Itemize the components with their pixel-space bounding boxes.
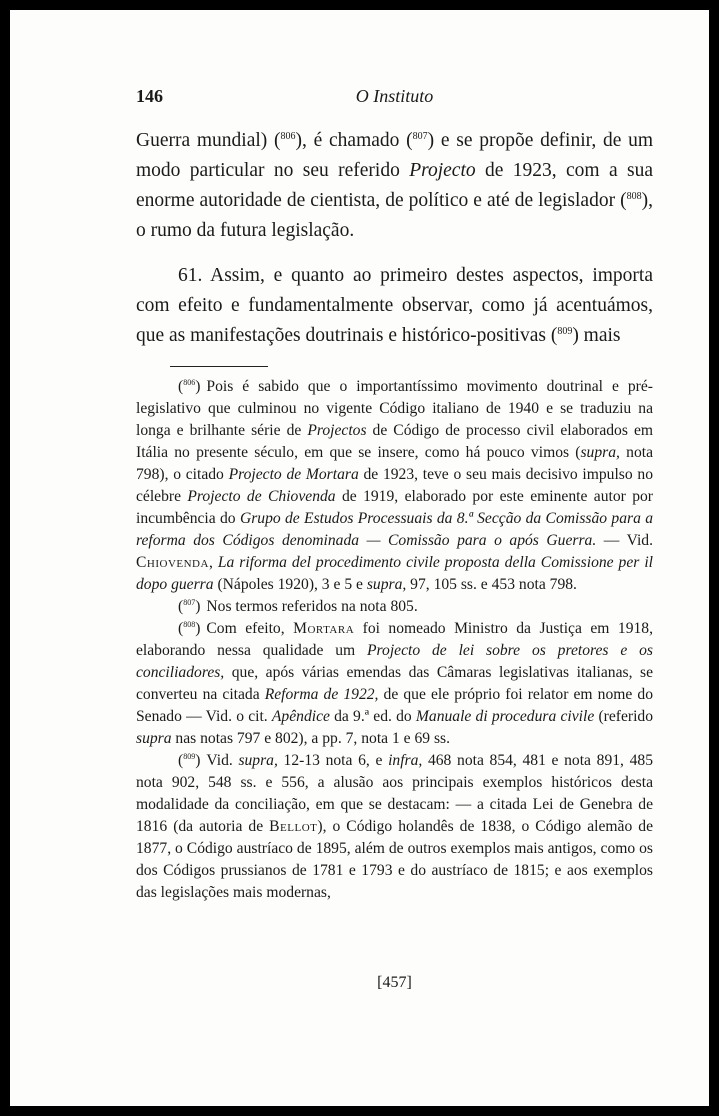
footnotes: [136, 376, 653, 904]
body-text: [136, 126, 653, 351]
footnote-807: ($^{807}$) Nos termos referidos na nota 805.: [178, 598, 418, 615]
footnote-806: ($^{806}$) Pois é sabido que o importantíssimo movimento doutrinal e pré-legislativo que culminou no vigente Código italiano de 1940 e se traduziu na longa e brilhante série de Projectos de Código de processo civil elaborados em Itália no presente século, em que se insere, como há pouco vimos (supra, nota 798), o citado Projecto de Mortara de 1923, teve o seu mais decisivo impulso no célebre Projecto de Chiovenda de 1919, elaborado por este eminente autor por incumbência do Grupo de Estudos Processuais da 8.ª Secção da Comissão para a reforma dos Códigos denominada — Comissão para o após Guerra. — Vid. Chiovenda, La riforma del procedimento civile proposta della Comissione per il dopo guerra (Nápoles 1920), 3 e 5 e supra, 97, 105 ss. e 453 nota 798.: [136, 378, 654, 593]
page-header: [136, 86, 653, 116]
footnote-ref: 809: [557, 326, 573, 337]
page-number: 146: [136, 86, 163, 106]
footnote-separator: [170, 366, 268, 367]
footnote-809: ($^{809}$) Vid. supra, 12-13 nota 6, e infra, 468 nota 854, 481 e nota 891, 485 nota 902, 548 ss. e 556, a alusão aos principais exemplos históricos desta modalidade da conciliação, em que se destacam: — a citada Lei de Genebra de 1816 (da autoria de Bellot), o Código holandês de 1838, o Código alemão de 1877, o Código austríaco de 1895, além de outros exemplos mais antigos, como os dos Códigos prussianos de 1781 e 1793 e do austríaco de 1815; e aos exemplos das legislações mais modernas,: [136, 752, 653, 901]
footnote-ref: 807: [412, 131, 428, 142]
document-page: [10, 10, 709, 1106]
footnote-ref: 806: [280, 131, 296, 142]
footnote-808: ($^{808}$) Com efeito, Mortara foi nomeado Ministro da Justiça em 1918, elaborando nessa qualidade um Projecto de lei sobre os pretores e os conciliadores, que, após várias emendas das Câmaras legislativas italianas, se converteu na citada Reforma de 1922, de que ele próprio foi relator em nome do Senado — Vid. o cit. Apêndice da 9.ª ed. do Manuale di procedura civile (referido supra nas notas 797 e 802), a pp. 7, nota 1 e 69 ss.: [136, 620, 654, 747]
paragraph-61: 61. Assim, e quanto ao primeiro destes aspectos, importa com efeito e fundamentalmente observar, como já acentuámos, que as manifestações doutrinais e histórico-positivas ($^{809}$) mais: [136, 265, 653, 346]
paragraph-continuation: Guerra mundial) ($^{806}$), é chamado ($^{807}$) e se propõe definir, de um modo particular no seu referido Projecto de 1923, com a sua enorme autoridade de cientista, de político e até de legislador ($^{808}$), o rumo da futura legislação.: [136, 130, 654, 241]
running-title: O Instituto: [355, 86, 434, 106]
footnote-ref: 808: [626, 191, 642, 202]
signature-mark: [457]: [377, 974, 412, 991]
